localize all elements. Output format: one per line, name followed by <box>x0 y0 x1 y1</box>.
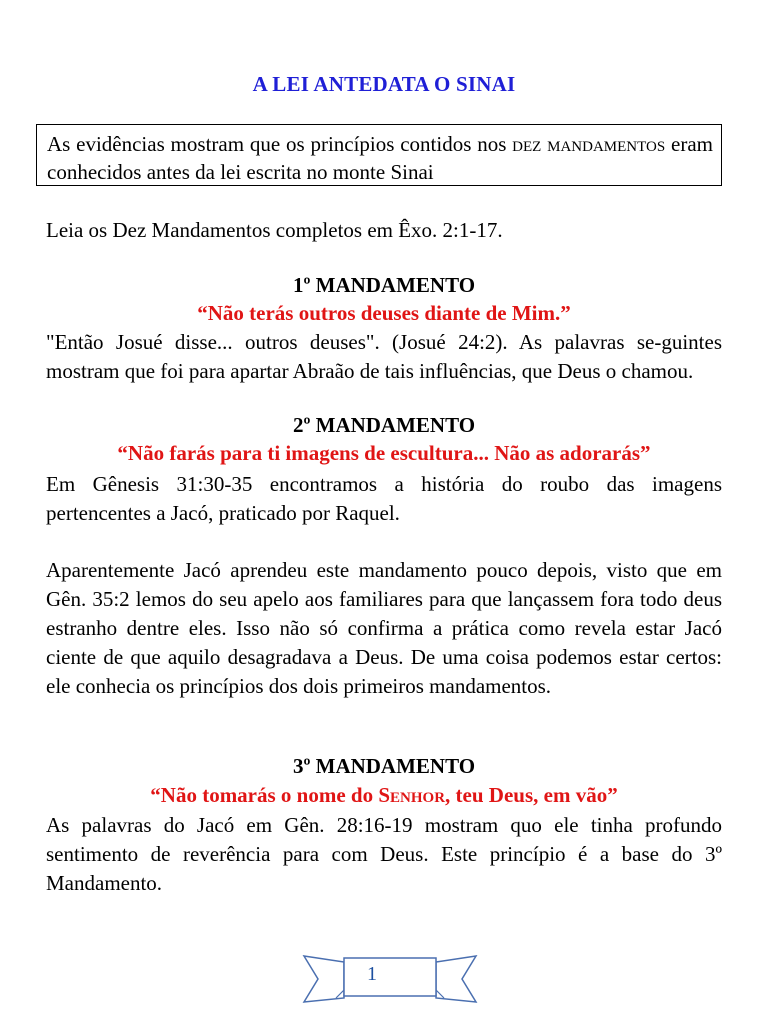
page-number: 1 <box>367 962 377 985</box>
section-3-quote-a: “Não tomarás o nome do <box>150 783 379 807</box>
section-3-paragraph: As palavras do Jacó em Gên. 28:16-19 mostram quo ele tinha profundo sentimento de reverência para com Deus. Este princípio é a base do 3º Mandamento. <box>46 813 722 895</box>
section-3-quote-small-caps: Senhor <box>378 783 446 807</box>
section-3-heading: 3º MANDAMENTO <box>292 754 476 778</box>
section-1-paragraph: "Então Josué disse... outros deuses". (Josué 24:2). As palavras se-guintes mostram que foi para apartar Abraão de tais influências, que Deus o chamou. <box>46 330 722 383</box>
section-3-quote-b: , teu Deus, em vão” <box>445 783 618 807</box>
section-2-paragraph-2: Aparentemente Jacó aprendeu este mandamento pouco depois, visto que em Gên. 35:2 lemos do seu apelo aos familiares para que lançassem fora todo deus estranho dentre eles. Isso não só confirma a prática como revela estar Jacó ciente de que aquilo desagradava a Deus. De uma coisa podemos estar certos: ele conhecia os princípios dos dois primeiros mandamentos. <box>46 558 722 698</box>
section-1-quote: “Não terás outros deuses diante de Mim.” <box>197 301 571 325</box>
intro-text-a: As evidências mostram que os princípios contidos nos <box>47 132 513 156</box>
intro-text-b: eram conhecidos antes da lei escrita no monte Sinai <box>47 132 713 184</box>
section-2-paragraph-1: Em Gênesis 31:30-35 encontramos a história do roubo das imagens pertencentes a Jacó, praticado por Raquel. <box>46 472 722 525</box>
intro-box <box>36 124 722 186</box>
read-line: Leia os Dez Mandamentos completos em Êxo. 2:1-17. <box>46 218 503 242</box>
section-1-heading: 1º MANDAMENTO <box>292 273 476 297</box>
section-2-quote: “Não farás para ti imagens de escultura... Não as adorarás” <box>117 441 651 465</box>
section-3-quote <box>46 783 722 808</box>
section-2-heading: 2º MANDAMENTO <box>292 413 476 437</box>
page-title: A LEI ANTEDATA O SINAI <box>252 72 516 96</box>
intro-small-caps: dez mandamentos <box>512 132 666 156</box>
